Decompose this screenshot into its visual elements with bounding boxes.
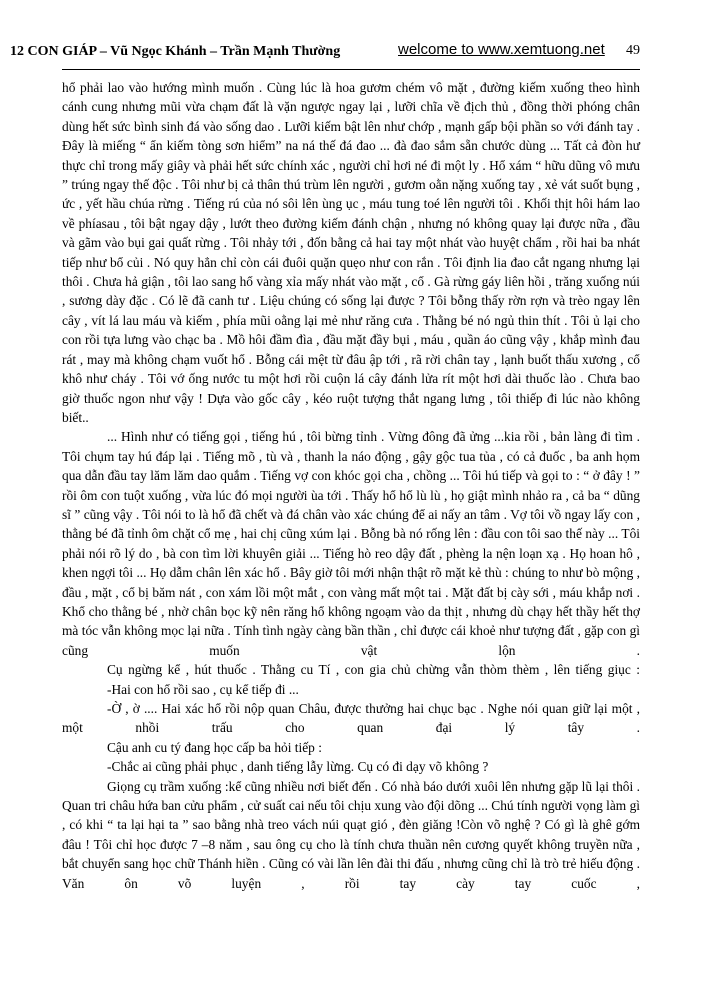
book-title: 12 CON GIÁP – Vũ Ngọc Khánh – Trần Mạnh Thường <box>10 44 341 59</box>
dialogue-line: -Hai con hổ rồi sao , cụ kể tiếp đi ... <box>107 681 299 697</box>
body-text <box>62 78 640 893</box>
paragraph: Cụ ngừng kể , hút thuốc . Thằng cu Tí , con gia chủ chừng vẫn thòm thèm , lên tiếng giục : <box>107 662 640 678</box>
paragraph: hổ phải lao vào hướng mình muốn . Cùng lúc là hoa gươm chém vô mặt , đường kiếm xuống theo hình cánh cung nhưng mũi vừa chạm đất là vặn ngược ngay lại , lưỡi chĩa về địch thủ , đồng thời phóng chân dùng hết sức bình sinh đá vào sống dao . Lưỡi kiếm bật lên như chớp , mạnh gấp bội phần so với đánh tay . Đây là miếng “ ẩn kiếm tòng sơn hiểm” na ná thế đá đao ... đà đao sắm sẵn chước dùng ... Tất cả đòn hư thực chỉ trong mấy giây và phải hết sức chính xác , người chỉ hơi né đi một ly . Hổ xám “ hữu dũng vô mưu ” trúng ngay thế độc . Tôi như bị cả thân thú trùm lên người , gươm oằn nặng xuống tay , xẻ vát suốt bụng , ức , yết hầu chúa rừng . Tiếng rú của nó sôi lên ùng ục , máu tung toé lên người tôi . Khối thịt hôi hám lao về phíasau , tôi bật ngay dậy , lướt theo đường kiếm đánh chận , nhưng nó không quay lại được nữa , đầu và gãm vào bụi gai quất rừng . Tôi nhảy tới , đốn bằng cả hai tay một nhát vào huyệt chẩm , rồi hai ba nhát tiếp như bổ củi . Nó quy hẳn chỉ còn cái đuôi quặn quẹo như con rắn . Tôi định lia đao cắt ngang nhưng lại thôi . Chưa hả giận , tôi lao sang hổ vàng xỉa mấy nhát vào mặt , cổ . Gà rừng gáy liên hồi , trăng xuống núi , sương dày đặc . Có lẽ đã canh tư . Liệu chúng có sống lại được ? Tôi bỗng thấy rờn rợn và trèo ngay lên cây , vít lá lau máu và kiếm , phía mũi oằng lại mẻ như răng cưa . Thằng bé nó ngủ thin thít . Tôi ủ lại cho con rồi tựa lưng vào chạc ba . Mồ hôi đầm đìa , đầu mặt đầy bụi , máu , quần áo cũng vậy , khắp mình đau rát , may mà không chạm vuốt hổ . Bỗng cái mệt từ đâu ập tới , rã rời chân tay , lạnh buốt thấu xương , cổ khô như cháy . Tôi vớ ống nước tu một hơi rồi cuộn lá cây đánh lửa rít một hơi dài thuốc lào . Chưa bao giờ thuốc ngon như vậy ! Dựa vào gốc cây , kéo ruột tượng thắt ngang lưng , tôi thiếp đi lúc nào không biết.. <box>62 80 640 425</box>
website-link[interactable]: welcome to www.xemtuong.net <box>398 41 605 58</box>
paragraph: Giọng cụ trầm xuống :kể cũng nhiều nơi biết đến . Có nhà báo dưới xuôi lên nhưng gặp lũ lại thôi . Quan tri châu hứa ban cửu phẩm , cử suất cai nếu tôi chịu xung vào đội dõng ... Chú tính người vọng làm gì , có khi “ ta lại hại ta ” sao bằng nhà treo vách núi quạt gió , đèn giăng !Còn võ nghệ ? Có gì là ghê gớm đâu ! Tôi chỉ học được 7 –8 năm , sau ông cụ cho là tính chưa thuần nên cương quyết không truyền nữa , bắt chuyển sang học chữ Thánh hiền . Cũng có vài lần lên đài thi đấu , nhưng cũng chỉ là trò trẻ hiếu động . Văn ôn võ luyện , rồi tay cày tay cuốc , <box>62 778 640 891</box>
paragraph: ... Hình như có tiếng gọi , tiếng hú , tôi bừng tỉnh . Vừng đông đã ửng ...kia rồi , bản làng đi tìm . Tôi chụm tay hú đáp lại . Tiếng mõ , tù và , thanh la náo động , gậy gộc tua tủa , có cả đuốc , ba anh họm qua dẫn đầu tay lăm lăm dao quắm . Tiếng vợ con khóc gọi cha , chồng ... Tôi hú tiếp và gọi to : “ ở đây ! ” rồi ôm con tuột xuống , vừa lúc đó mọi người ùa tới . Thấy hổ hổ lù lù , họ giật mình nhảo ra , cả ba “ dũng sĩ ” cũng vậy . Tôi nói to là hổ đã chết và đá chân vào xác chúng để ai nấy an tâm . Vợ tôi vồ ngay lấy con , thằng bé đã tỉnh ôm chặt cổ mẹ , hai chị cũng xúm lại . Bỗng bà nó rống lên : đầu con tôi sao thế này ... Tôi phải nói rõ lý do , bà con tìm lời khuyên giải ... Tiếng hò reo dậy đất , phèng la nện loạn xạ . Họ hoan hô , khen ngợi tôi ... Họ dẫm chân lên xác hổ . Bây giờ tôi mới nhận thật rõ mặt kẻ thù : chúng to như bò mộng , đầu , mặt , cổ bị băm nát , con xám lồi một mắt , con vàng mất một tai . Mặt đất bị cày sới , máu khắp nơi . Khổ cho thằng bé , nhờ chân bọc kỹ nên răng hổ không ngoạm vào da thịt , nhưng dù chạy hết thầy hết thợ mà tóc vẫn không mọc lại nữa . Tính tình ngày càng bần thần , chỉ được cái khoẻ như tượng đất , gặp con gì cũng muốn vật lộn . <box>62 429 640 658</box>
dialogue-line: -Chắc ai cũng phải phục , danh tiếng lẫy lừng. Cụ có đi dạy võ không ? <box>107 759 489 775</box>
dialogue-line: -Ờ , ờ .... Hai xác hổ rồi nộp quan Châu, được thưởng hai chục bạc . Nghe nói quan giữ lại một , một nhồi trấu cho quan đại lý tây . <box>62 701 640 736</box>
page-number: 49 <box>626 43 640 58</box>
header-rule <box>62 69 640 70</box>
page-header <box>10 41 700 64</box>
dialogue-line: Cậu anh cu tý đang học cấp ba hỏi tiếp : <box>107 739 322 755</box>
